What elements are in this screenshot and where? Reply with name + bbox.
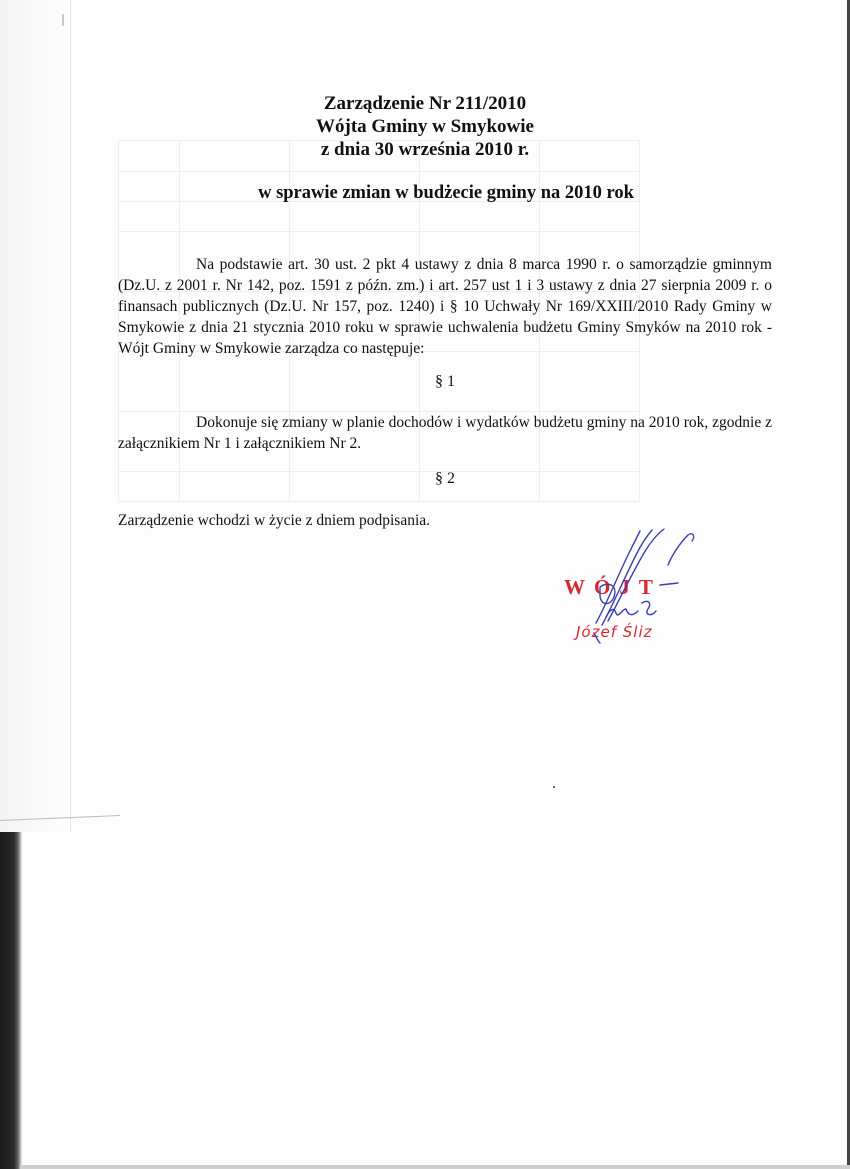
scan-bottom-edge xyxy=(20,1165,850,1169)
title-line-3: z dnia 30 września 2010 r. xyxy=(320,139,530,160)
document-title xyxy=(0,92,850,161)
stamp-title: WÓJT xyxy=(564,575,662,599)
section-text-2: Zarządzenie wchodzi w życie z dniem podpisania. xyxy=(118,512,431,529)
preamble-paragraph: Na podstawie art. 30 ust. 2 pkt 4 ustawy z dnia 8 marca 1990 r. o samorządzie gminnym (Dz.U. z 2001 r. Nr 142, poz. 1591 z późn. zm.) i art. 257 ust 1 i 3 ustawy z dnia 27 sierpnia 2009 r. o finansach publicznych (Dz.U. Nr 157, poz. 1240) i § 10 Uchwały Nr 169/XXIII/2010 Rady Gminy w Smykowie z dnia 21 stycznia 2010 roku w sprawie uchwalenia budżetu Gminy Smyków na 2010 rok - Wójt Gminy w Smykowie zarządza co następuje: xyxy=(118,256,772,357)
section-heading-1: § 1 xyxy=(435,373,455,390)
official-stamp xyxy=(556,525,706,655)
document-subject: w sprawie zmian w budżecie gminy na 2010 rok xyxy=(258,183,634,203)
stamp-name: Józef Śliz xyxy=(576,623,653,641)
section-heading-2: § 2 xyxy=(435,470,455,487)
title-line-2: Wójta Gminy w Smykowie xyxy=(316,116,534,137)
title-line-1: Zarządzenie Nr 211/2010 xyxy=(323,93,527,114)
scan-speck xyxy=(553,786,555,788)
section-text-1: Dokonuje się zmiany w planie dochodów i wydatków budżetu gminy na 2010 rok, zgodnie z załącznikiem Nr 1 i załącznikiem Nr 2. xyxy=(118,414,772,452)
handwritten-signature xyxy=(556,525,706,655)
scan-mark xyxy=(62,14,64,26)
scan-edge-shadow xyxy=(0,832,22,1169)
